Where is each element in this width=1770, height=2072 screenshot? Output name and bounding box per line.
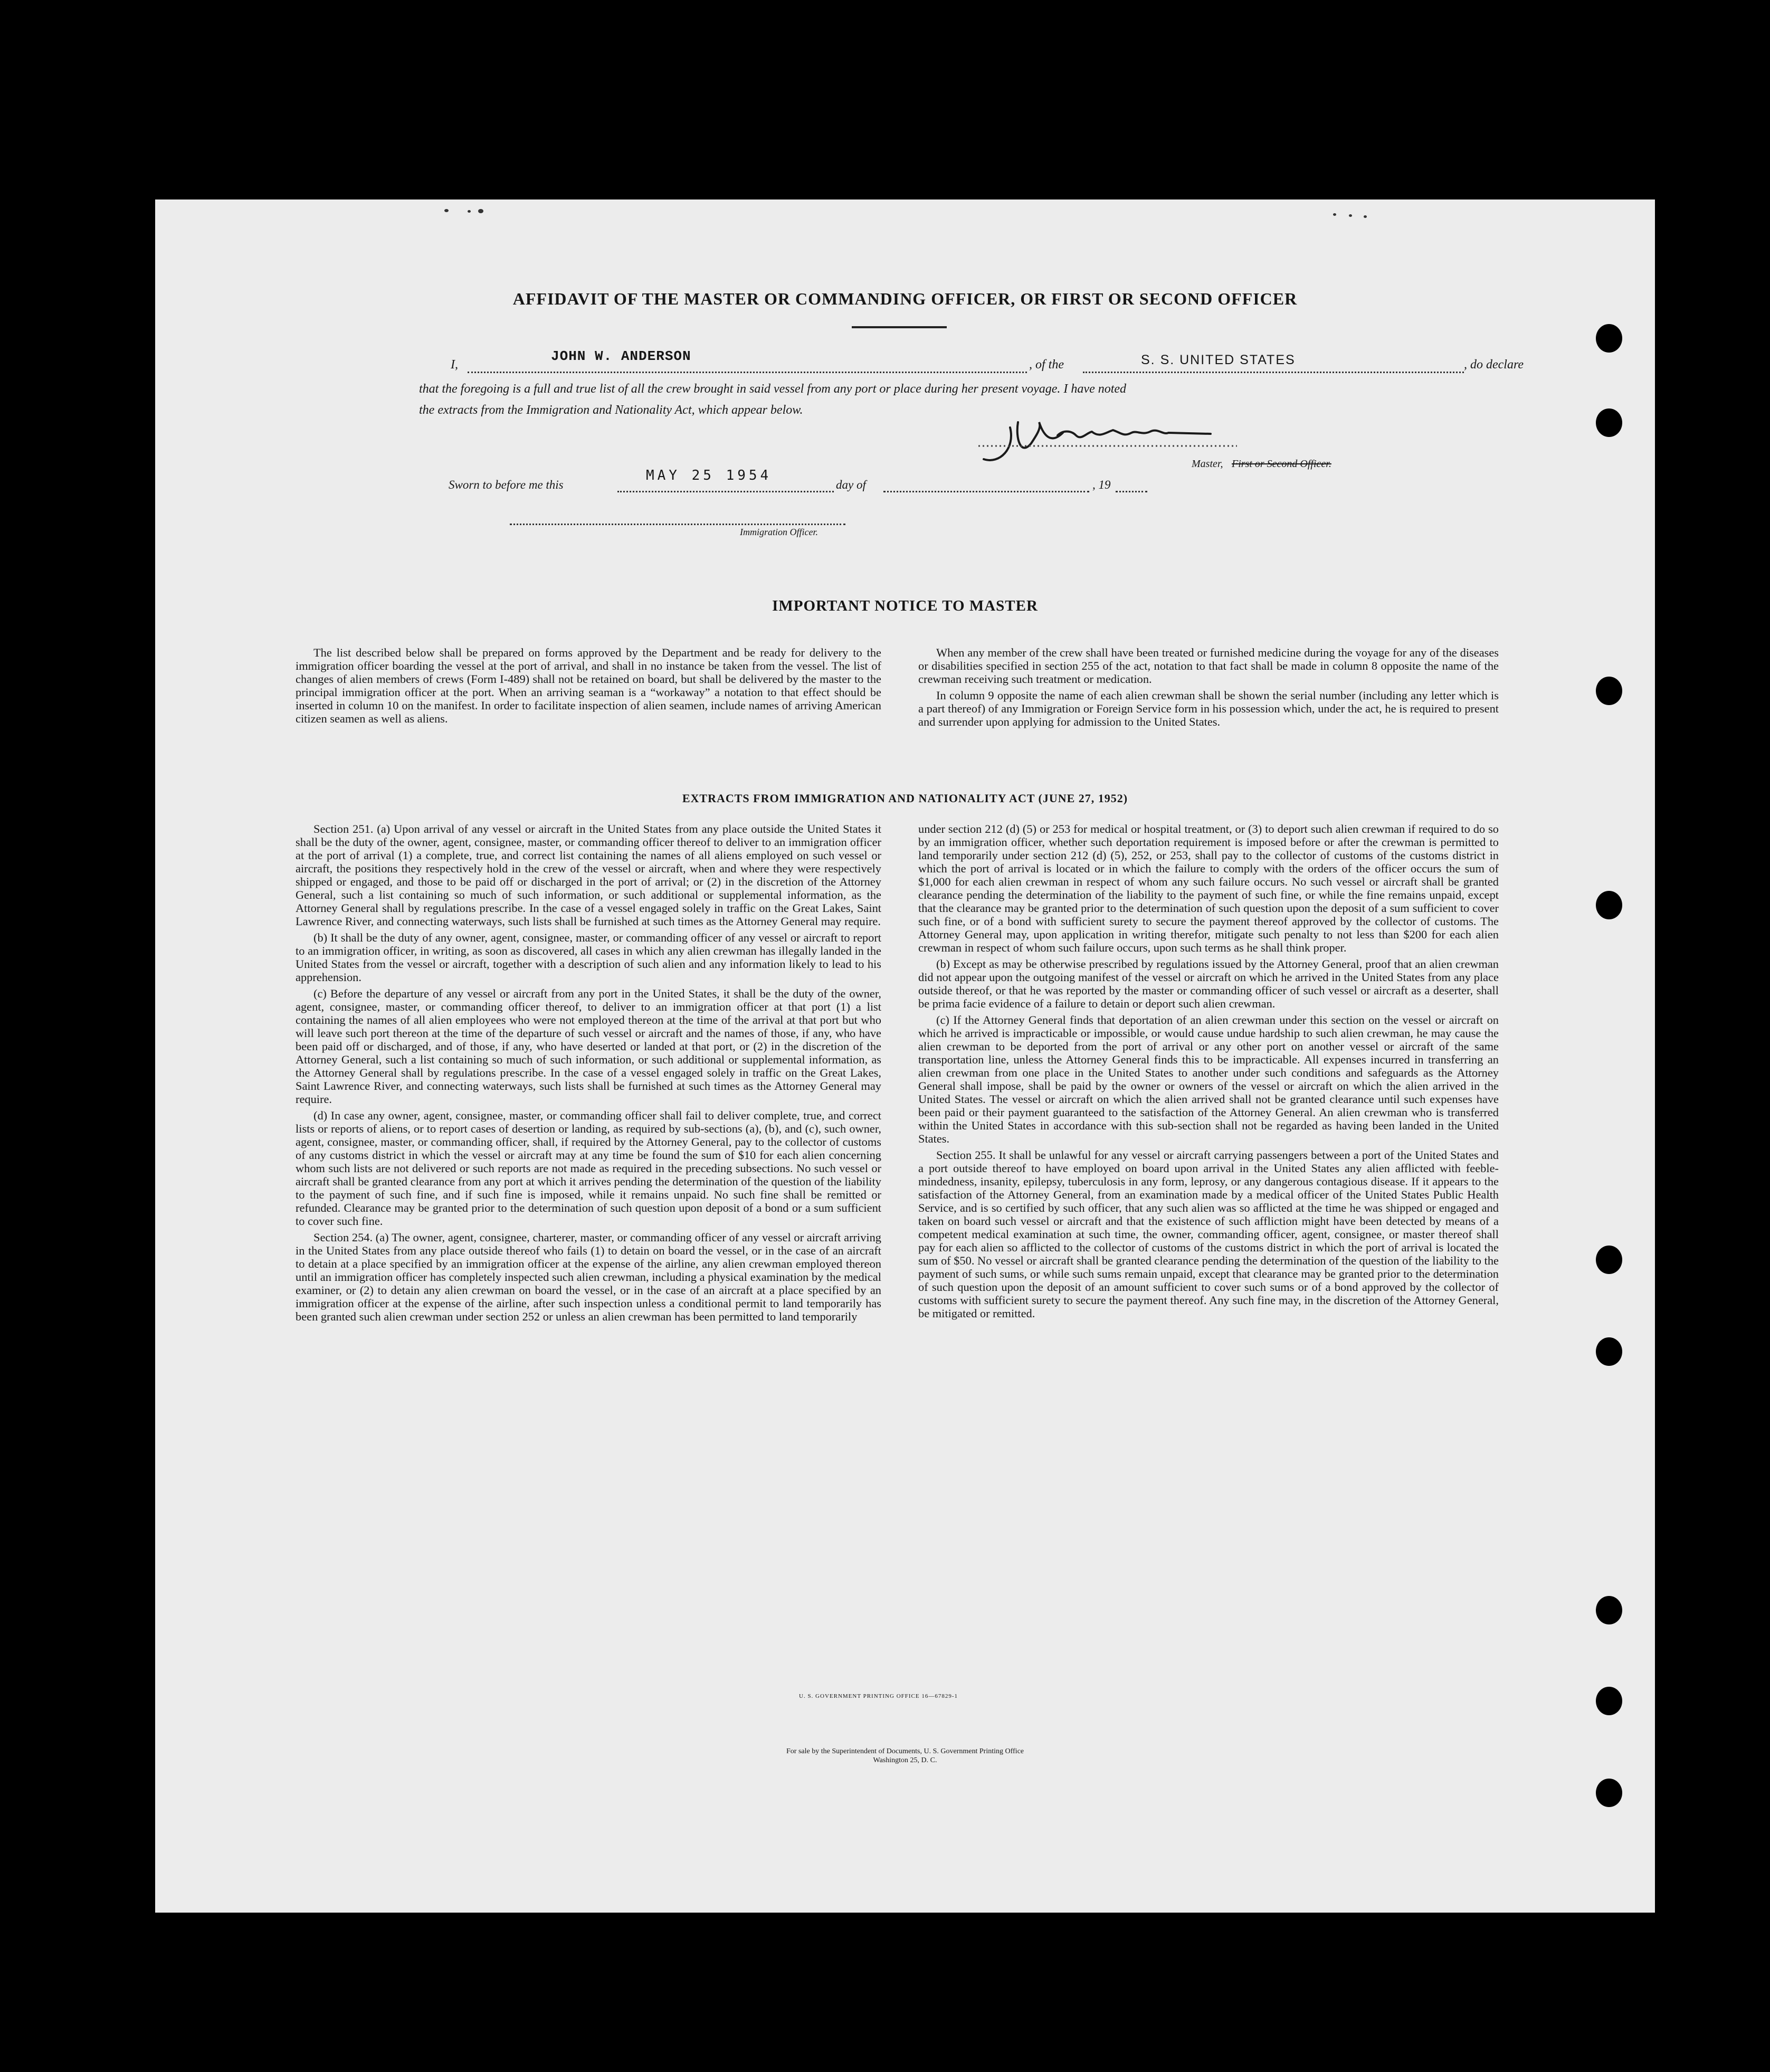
affidavit-lead-i: I, — [451, 358, 458, 372]
sale-notice-line: For sale by the Superintendent of Documents, U. S. Government Printing Office — [786, 1747, 1024, 1755]
signer-title-struck: First or Second Officer. — [1232, 458, 1331, 470]
act-section-paragraph: Section 254. (a) The owner, agent, consignee, charterer, master, or commanding officer of any vessel or aircraft arriving in the United States from any place outside thereof who fails (1) to detain on board the vessel, or in the case of an aircraft to detain at a place specified by an immigration officer at the expense of the airline, any alien crewman employed thereon until an immigration officer has completely inspected such alien crewman, including a physical examination by the medical examiner, or (2) to detain any alien crewman on board the vessel, or in the case of an aircraft at a place specified by an immigration officer at the expense of the airline, after such inspection unless a conditional permit to land temporarily has been granted such alien crewman under section 252 or unless an alien crewman has been permitted to land temporarily — [296, 1231, 881, 1323]
sworn-date-line — [617, 491, 834, 492]
immigration-officer-label: Immigration Officer. — [740, 527, 818, 537]
act-section-paragraph: Section 255. It shall be unlawful for any vessel or aircraft carrying passengers between a port of the United States and a port outside thereof to have employed on board upon arrival in the United States any alien afflicted with feeble-mindedness, insanity, epilepsy, tuberculosis in any form, leprosy, or any dangerous contagious disease. If it appears to the satisfaction of the Attorney General, from an examination made by a medical officer of the United States Public Health Service, and is so certified by such officer, that any such alien was so afflicted at the time he was shipped or engaged and taken on board such vessel or aircraft and that the existence of such affliction might have been detected by means of a competent medical examination at such time, the owner, commanding officer, agent, consignee, or master thereof shall pay for each alien so afflicted to the collector of customs of the customs district in which the port of arrival is located the sum of $50. No vessel or aircraft shall be granted clearance pending the determination of the question of the liability to the payment of such sums, or while such sums remain unpaid, except that clearance may be granted prior to the determination of such question upon the deposit of an amount sufficient to cover such sums or of a bond approved by the collector of customs with sufficient surety to secure the payment thereof. Any such fine may, in the discretion of the Attorney General, be mitigated or remitted. — [918, 1148, 1499, 1320]
notice-left-column — [296, 646, 881, 728]
sworn-label: Sworn to before me this — [449, 478, 564, 491]
extracts-title: EXTRACTS FROM IMMIGRATION AND NATIONALITY ACT (JUNE 27, 1952) — [682, 792, 1128, 805]
printing-office-code: U. S. GOVERNMENT PRINTING OFFICE 16—67829-1 — [799, 1693, 958, 1699]
affidavit-title: AFFIDAVIT OF THE MASTER OR COMMANDING OFFICER, OR FIRST OR SECOND OFFICER — [512, 289, 1298, 308]
paper-speck — [478, 209, 483, 213]
act-section-paragraph: (c) Before the departure of any vessel or aircraft from any port in the United States, it shall be the duty of the owner, agent, consignee, master, or commanding officer thereof, to deliver to an immigration officer at that port (1) a list containing the names of all alien employees who were not employed thereon at the time of the arrival at that port but who will leave such port thereon at the time of the departure of such vessel or aircraft and the names of those, if any, who have been paid off or discharged, and of those, if any, who have deserted or landed at that port, or (2) in the discretion of the Attorney General, such a list containing so much of such information, or such additional or supplemental information, as the Attorney General shall by regulations prescribe. In the case of a vessel engaged solely in traffic on the Great Lakes, Saint Lawrence River, and connecting waterways, such lists shall be furnished at such times as the Attorney General may require. — [296, 987, 881, 1106]
do-declare-label: , do declare — [1464, 358, 1524, 372]
notice-paragraph: In column 9 opposite the name of each alien crewman shall be shown the serial number (including any letter which is a part thereof) of any Immigration or Foreign Service form in his possession which, under the act, he is required to present and surrender upon applying for admission to the United States. — [918, 689, 1499, 728]
vessel-line — [1083, 372, 1464, 373]
affidavit-statement-line: that the foregoing is a full and true list of all the crew brought in said vessel from any port or place during her present voyage. I have noted — [419, 382, 1127, 396]
master-name: JOHN W. ANDERSON — [551, 348, 691, 364]
binder-hole — [1596, 891, 1622, 919]
extracts-left-column — [296, 822, 881, 1326]
binder-hole — [1596, 677, 1622, 705]
binder-hole — [1596, 1596, 1622, 1624]
immigration-officer-line — [510, 524, 845, 525]
paper-speck — [1364, 215, 1367, 218]
act-section-paragraph: (b) Except as may be otherwise prescribed by regulations issued by the Attorney General, proof that an alien crewman did not appear upon the outgoing manifest of the vessel or aircraft on which he arrived in the United States from any place outside thereof, or that he was reported by the master or commanding officer of such vessel or aircraft as a deserter, shall be prima facie evidence of a failure to detain or deport such alien crewman. — [918, 957, 1499, 1010]
of-the-label: , of the — [1029, 358, 1064, 372]
notice-title: IMPORTANT NOTICE TO MASTER — [772, 597, 1038, 614]
paper-speck — [444, 209, 449, 212]
act-section-paragraph: (d) In case any owner, agent, consignee, master, or commanding officer shall fail to deliver complete, true, and correct lists or reports of aliens, or to report cases of desertion or landing, as required by sub-sections (a), (b), and (c), such owner, agent, consignee, master, or commanding officer, shall, if required by the Attorney General, pay to the collector of customs of any customs district in which the vessel or aircraft may at any time be found the sum of $10 for each alien concerning whom such lists are not delivered or such reports are not made as required in the preceding subsections. No such vessel or aircraft shall be granted clearance from any port at which it arrives pending the determination of the question of the liability to the payment of such fine, and if such fine is imposed, while it remains unpaid. No such fine shall be remitted or refunded. Clearance may be granted prior to the determination of such question upon deposit of a bond or a sum sufficient to cover such fine. — [296, 1109, 881, 1228]
sworn-date-stamp: MAY 25 1954 — [646, 468, 772, 483]
signer-title-kept: Master, — [1192, 458, 1223, 470]
binder-hole — [1596, 1687, 1622, 1715]
paper-speck — [468, 210, 471, 213]
paper-speck — [1349, 214, 1352, 217]
notice-right-column — [918, 646, 1499, 731]
vessel-name: S. S. UNITED STATES — [1141, 353, 1296, 367]
year-line — [1116, 491, 1147, 492]
title-rule — [852, 326, 947, 328]
binder-hole — [1596, 324, 1622, 353]
master-name-line — [468, 372, 1027, 373]
sale-notice — [155, 1747, 1655, 1765]
act-section-paragraph: under section 212 (d) (5) or 253 for medical or hospital treatment, or (3) to deport such alien crewman if required to do so by an immigration officer, whether such deportation requirement is imposed before or after the crewman is permitted to land temporarily under section 212 (d) (5), 252, or 253, shall pay to the collector of customs of the customs district in which the port of arrival is located or in which the failure to comply with the orders of the officer occurs the sum of $1,000 for each alien crewman in respect of whom any such failure occurs. No such vessel or aircraft shall be granted clearance pending the determination of the liability to the payment of such fine, or while the fine remains unpaid, except that the clearance may be granted prior to the determination of such question upon the deposit of a sum sufficient to cover such fine, or of a bond with sufficient surety to secure the payment thereof approved by the collector of customs. The Attorney General may, upon application in writing therefor, mitigate such penalty to not less than $200 for each alien crewman in respect of whom such failure occurs, upon such terms as he shall think proper. — [918, 822, 1499, 954]
binder-hole — [1596, 408, 1622, 437]
year-label: , 19 — [1092, 478, 1111, 491]
binder-hole — [1596, 1337, 1622, 1366]
act-section-paragraph: (c) If the Attorney General finds that deportation of an alien crewman under this section on the vessel or aircraft on which he arrived is impracticable or impossible, or would cause undue hardship to such alien crewman, he may cause the alien crewman to be deported from the port of arrival or any other port on another vessel or aircraft of the same transportation line, unless the Attorney General finds this to be impracticable. All expenses incurred in transferring an alien crewman from one place in the United States to another under such conditions and safeguards as the Attorney General shall impose, shall be paid by the owner or owners of the vessel or aircraft on which the alien arrived in the United States. The vessel or aircraft on which the alien arrived shall not be granted clearance until such expenses have been paid or their payment guaranteed to the satisfaction of the Attorney General. An alien crewman who is transferred within the United States in accordance with this sub-section shall not be regarded as having been landed in the United States. — [918, 1013, 1499, 1145]
binder-hole — [1596, 1779, 1622, 1807]
month-line — [883, 491, 1089, 492]
day-of-label: day of — [836, 478, 866, 491]
sale-notice-line: Washington 25, D. C. — [873, 1756, 937, 1764]
paper-speck — [1333, 213, 1336, 216]
binder-hole — [1596, 1246, 1622, 1274]
act-section-paragraph: (b) It shall be the duty of any owner, agent, consignee, master, or commanding officer of any vessel or aircraft to report to an immigration officer, in writing, as soon as discovered, all cases in which any alien crewman has illegally landed in the United States from the vessel or aircraft, together with a description of such alien and any information likely to lead to his apprehension. — [296, 931, 881, 984]
notice-paragraph: The list described below shall be prepared on forms approved by the Department and be ready for delivery to the immigration officer boarding the vessel at the port of arrival, and shall in no instance be taken from the vessel. The list of changes of alien members of crews (Form I-489) shall not be retained on board, but shall be delivered by the master to the principal immigration officer at the port. When an arriving seaman is a “workaway” a notation to that effect should be inserted in column 10 on the manifest. In order to facilitate inspection of alien seamen, include names of arriving American citizen seamen as well as aliens. — [296, 646, 881, 725]
notice-paragraph: When any member of the crew shall have been treated or furnished medicine during the voyage for any of the diseases or disabilities specified in section 255 of the act, notation to that fact shall be made in column 8 opposite the name of the crewman receiving such treatment or medication. — [918, 646, 1499, 686]
extracts-right-column — [918, 822, 1499, 1323]
affidavit-document-page — [155, 199, 1655, 1913]
affidavit-statement-line: the extracts from the Immigration and Nationality Act, which appear below. — [419, 403, 803, 417]
act-section-paragraph: Section 251. (a) Upon arrival of any vessel or aircraft in the United States from any place outside the United States it shall be the duty of the owner, agent, consignee, master, or commanding officer thereof to deliver to an immigration officer at the port of arrival (1) a complete, true, and correct list containing the names of all aliens employed on such vessel or aircraft, the positions they respectively hold in the crew of the vessel or aircraft, when and where they were respectively shipped or engaged, and those to be paid off or discharged in the port of arrival; or (2) in the discretion of the Attorney General, such a list containing so much of such information, or such additional or supplemental information, as the Attorney General shall by regulations prescribe. In the case of a vessel engaged solely in traffic on the Great Lakes, Saint Lawrence River, and connecting waterways, such lists shall be furnished at such times as the Attorney General may require. — [296, 822, 881, 928]
